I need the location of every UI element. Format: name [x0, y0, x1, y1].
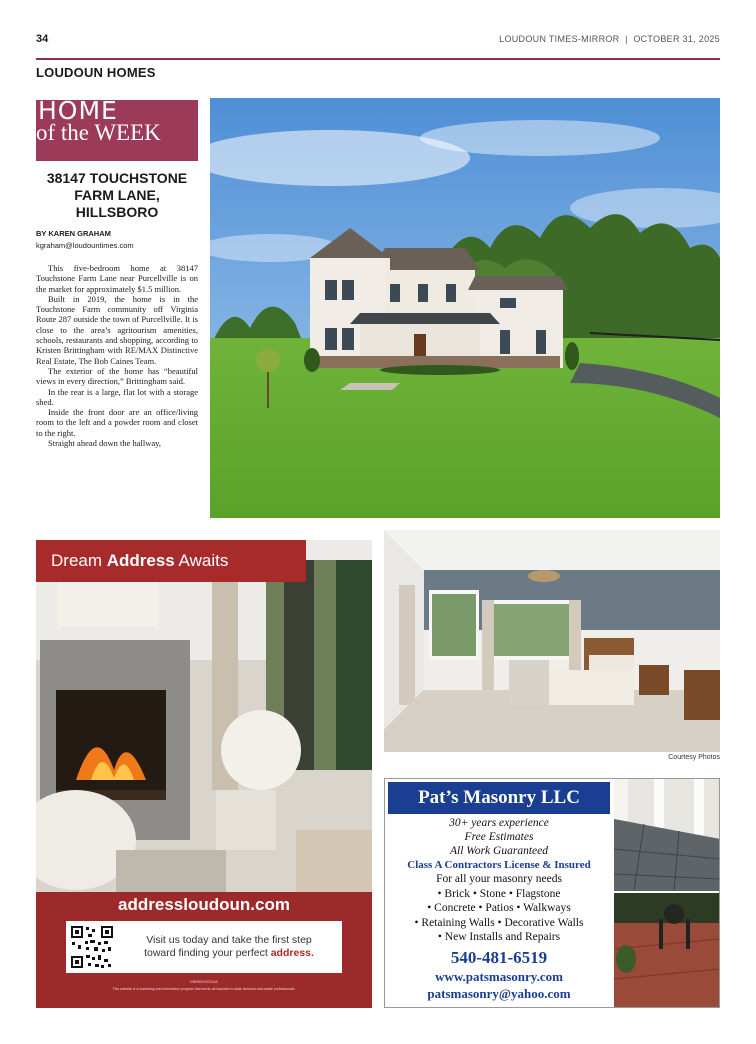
masonry-ad-title: Pat’s Masonry LLC: [388, 782, 610, 814]
article-paragraph: Straight ahead down the hallway,: [48, 438, 161, 449]
badge-line-of-the-week: of the WEEK: [36, 120, 161, 145]
masonry-intro: For all your masonry needs: [436, 873, 562, 885]
masonry-work-photos: [614, 779, 720, 1007]
masonry-experience: 30+ years experience: [449, 817, 549, 829]
badge-line-home: HOME: [38, 100, 118, 125]
photo-credit: Courtesy Photos: [668, 754, 720, 761]
author-email-link[interactable]: kgraham@loudountimes.com: [36, 241, 134, 250]
publication-dateline: LOUDOUN TIMES-MIRROR | OCTOBER 31, 2025: [499, 34, 720, 44]
article-paragraph: This five-bedroom home at 38147 Touchstone Farm Lane near Purcellville is on the market for approximately $1.5 million.: [36, 263, 198, 294]
article-body: [36, 263, 198, 528]
ad-headline-bold: Address: [106, 551, 175, 570]
ad-banner: [36, 540, 306, 582]
masonry-website-link[interactable]: www.patsmasonry.com: [435, 968, 563, 984]
page-number: 34: [36, 33, 49, 45]
qr-code-icon[interactable]: [70, 925, 114, 969]
ad-fine-print-code: DREB01937013A: [190, 980, 218, 984]
article-byline: BY KAREN GRAHAM: [36, 229, 111, 238]
address-real-estate-ad[interactable]: [36, 540, 372, 1008]
visit-line: Visit us today and take the first step: [146, 934, 312, 946]
visit-line-part: toward finding your perfect: [144, 947, 271, 959]
masonry-phone-link[interactable]: 540-481-6519: [450, 947, 548, 967]
bedroom-photo: [384, 530, 720, 752]
masonry-service-line: • New Installs and Repairs: [437, 931, 561, 943]
masonry-service-line: • Retaining Walls • Decorative Walls: [414, 916, 584, 929]
article-paragraph: In the rear is a large, flat lot with a storage shed.: [36, 386, 198, 407]
ad-visit-text: [120, 934, 338, 960]
pats-masonry-ad[interactable]: [384, 778, 720, 1008]
ad-headline: [51, 551, 228, 571]
article-paragraph: Built in 2019, the home is in the Touchstone Farm community off Virginia Route 287 outside the town of Purcellville. It is close to the area’s agritourism amenities, schools, restaurants and shopping, according to Kristen Brittingham with RE/MAX Distinctive Real Estate, The Bob Caines Team.: [36, 293, 198, 366]
masonry-service-line: • Brick • Stone • Flagstone: [437, 887, 561, 900]
ad-visit-card: [66, 921, 342, 973]
visit-line: [120, 947, 338, 960]
article-headline: 38147 TOUCHSTONE FARM LANE, HILLSBORO: [46, 170, 188, 220]
masonry-guarantee: All Work Guaranteed: [450, 845, 548, 857]
masonry-estimates: Free Estimates: [464, 831, 534, 843]
section-title: LOUDOUN HOMES: [36, 65, 156, 80]
ad-headline-part: Awaits: [174, 551, 229, 570]
masonry-service-line: • Concrete • Patios • Walkways: [427, 902, 571, 914]
article-paragraph: Inside the front door are an office/living room to the left and a powder room and closet to the right.: [36, 407, 198, 438]
masonry-email-link[interactable]: patsmasonry@yahoo.com: [427, 985, 571, 1001]
home-of-the-week-badge: [36, 100, 198, 161]
house-exterior-photo: [210, 98, 720, 518]
article-paragraph: The exterior of the home has “beautiful views in every direction,” Brittingham said.: [36, 365, 198, 387]
ad-headline-part: Dream: [51, 551, 107, 570]
masonry-ad-body: [385, 816, 613, 1002]
visit-line-bold: address.: [270, 947, 314, 959]
living-room-photo: [36, 540, 372, 892]
ad-website-link[interactable]: addressloudoun.com: [118, 895, 290, 914]
header-rule: [36, 58, 720, 60]
ad-fine-print-disclaimer: This website is a marketing and information program that sends all inquiries to state licensed real estate professionals.: [112, 987, 296, 991]
masonry-license: Class A Contractors License & Insured: [407, 859, 591, 871]
